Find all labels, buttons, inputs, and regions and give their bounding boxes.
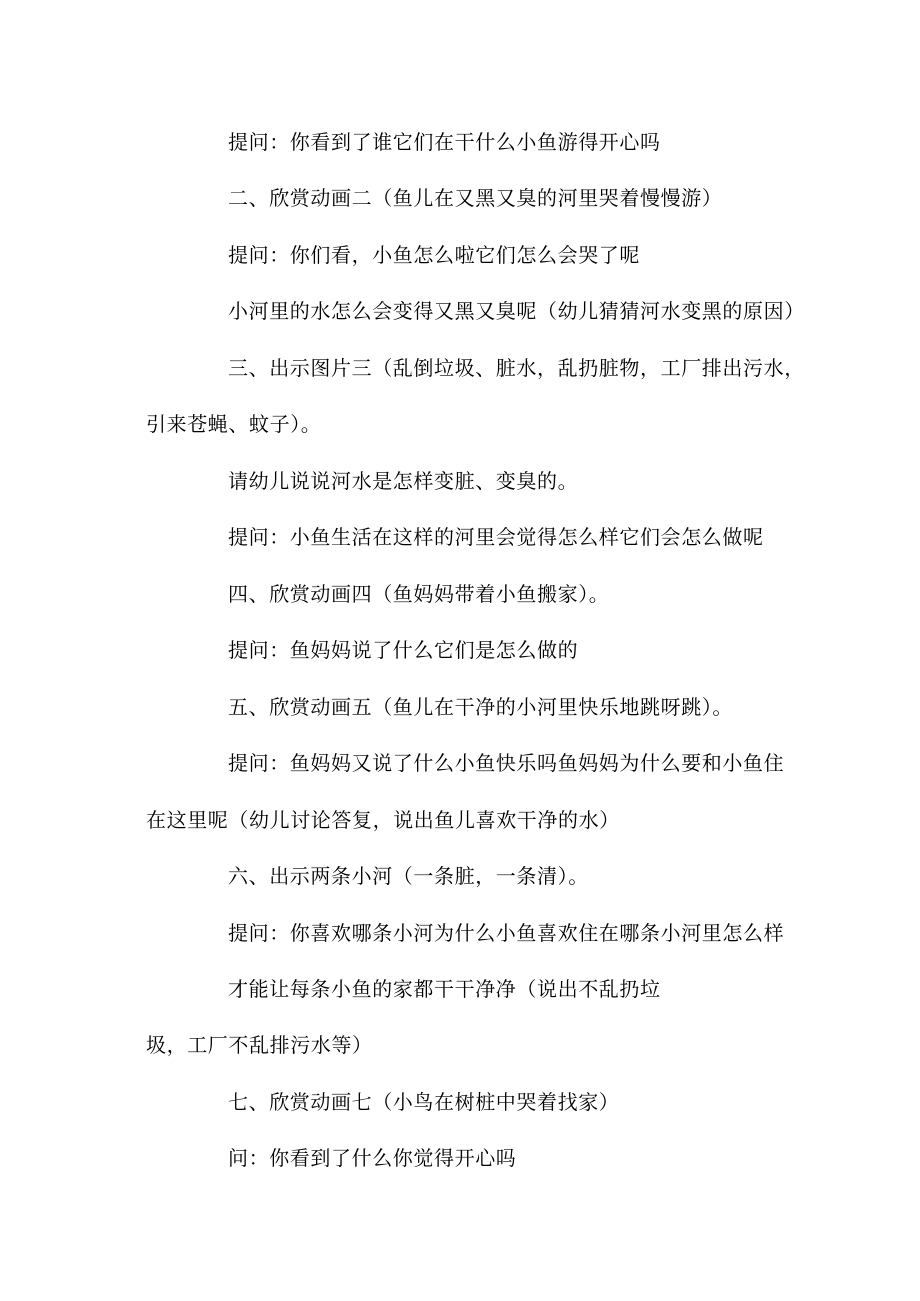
- section-3-continuation: 引来苍蝇、蚊子）。: [146, 412, 322, 436]
- section-2-heading: 二、欣赏动画二（鱼儿在又黑又臭的河里哭着慢慢游）: [228, 186, 723, 210]
- section-7-heading: 七、欣赏动画七（小鸟在树桩中哭着找家）: [228, 1090, 620, 1114]
- question-line-6-continuation: 才能让每条小鱼的家都干干净净（说出不乱扔垃: [228, 977, 661, 1001]
- paragraph-line: 小河里的水怎么会变得又黑又臭呢（幼儿猜猜河水变黑的原因）: [228, 299, 805, 323]
- question-line-5: 提问：鱼妈妈又说了什么小鱼快乐吗鱼妈妈为什么要和小鱼住: [228, 751, 785, 775]
- question-line-1: 提问：你看到了谁它们在干什么小鱼游得开心吗: [228, 130, 661, 154]
- section-5-heading: 五、欣赏动画五（鱼儿在干净的小河里快乐地跳呀跳）。: [228, 695, 733, 719]
- question-line-6: 提问：你喜欢哪条小河为什么小鱼喜欢住在哪条小河里怎么样: [228, 921, 785, 945]
- question-line-7: 问：你看到了什么你觉得开心吗: [228, 1146, 517, 1170]
- section-6-heading: 六、出示两条小河（一条脏，一条清）。: [228, 864, 589, 888]
- section-3-heading: 三、出示图片三（乱倒垃圾、脏水，乱扔脏物，工厂排出污水，: [228, 356, 805, 380]
- question-line-4: 提问：鱼妈妈说了什么它们是怎么做的: [228, 638, 579, 662]
- question-line-2: 提问：你们看，小鱼怎么啦它们怎么会哭了呢: [228, 243, 640, 267]
- section-4-heading: 四、欣赏动画四（鱼妈妈带着小鱼搬家）。: [228, 582, 610, 606]
- paragraph-line: 请幼儿说说河水是怎样变脏、变臭的。: [228, 469, 579, 493]
- question-line-3: 提问：小鱼生活在这样的河里会觉得怎么样它们会怎么做呢: [228, 525, 764, 549]
- question-line-5-continuation: 在这里呢（幼儿讨论答复，说出鱼儿喜欢干净的水）: [146, 808, 620, 832]
- question-line-6-continuation-2: 圾，工厂不乱排污水等）: [146, 1033, 373, 1057]
